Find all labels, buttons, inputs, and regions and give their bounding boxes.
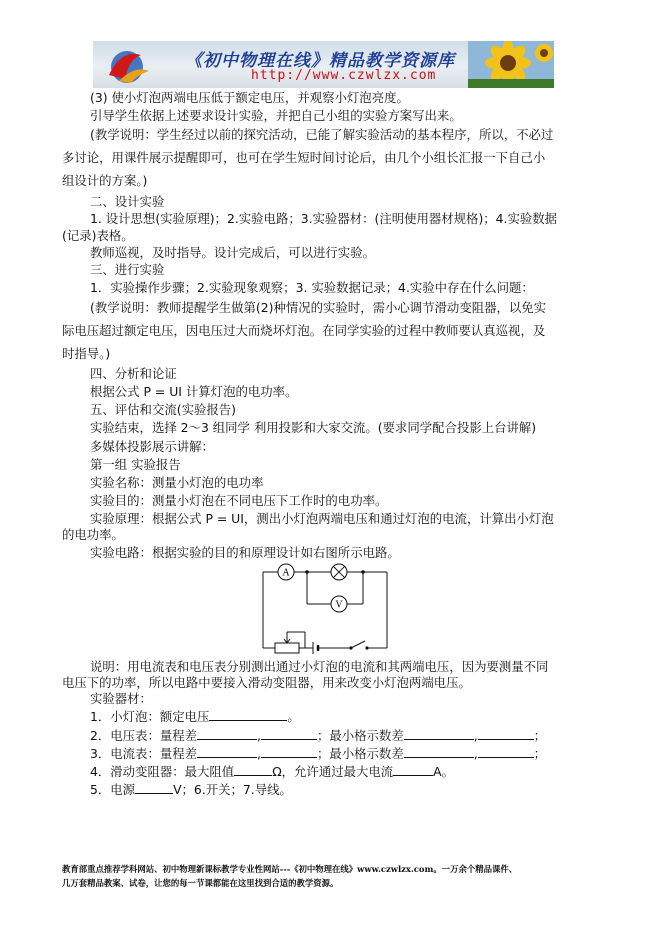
voltmeter-division-blank-2[interactable] — [478, 727, 534, 740]
sunflower-image — [468, 41, 554, 88]
banner-title: 《初中物理在线》精品教学资源库 — [185, 51, 455, 71]
lamp-icon — [331, 564, 347, 580]
text-line: 实验电路：根据实验的目的和原理设计如右图所示电路。 — [90, 545, 400, 560]
text-line: 1．实验操作步骤；2.实验现象观察；3. 实验数据记录；4.实验中存在什么问题： — [90, 280, 534, 295]
text-line: 1. 设计思想(实验原理)；2.实验电路；3.实验器材：(注明使用器材规格)；4.实验数据 — [90, 211, 558, 226]
ammeter-division-blank-2[interactable] — [478, 745, 534, 758]
section-heading: 五、评估和交流(实验报告) — [90, 402, 236, 417]
equipment-label: 4．滑动变阻器：最大阻值 — [90, 764, 235, 779]
text-line: 第一组 实验报告 — [90, 457, 181, 472]
equipment-item-bulb: 1．小灯泡：额定电压 。 — [90, 709, 300, 724]
equipment-label: 3．电流表：量程 — [90, 746, 185, 761]
equipment-label: 1．小灯泡：额定电压 — [90, 709, 210, 724]
text-line: (3) 使小灯泡两端电压低于额定电压，并观察小灯泡亮度。 — [90, 90, 409, 105]
text-line: 实验器材： — [90, 691, 152, 706]
max-current-blank[interactable] — [393, 763, 433, 776]
text-line: 际电压超过额定电压，因电压过大而烧坏灯泡。在同学实验的过程中教师要认真巡视，及 — [62, 323, 546, 338]
switch-pivot-icon — [349, 646, 352, 649]
text-line: 多媒体投影展示讲解： — [90, 439, 214, 454]
equipment-label: 5．电源 — [90, 782, 136, 797]
equipment-item-power: 5．电源 V；6.开关；7.导线。 — [90, 782, 292, 797]
text-line: 实验名称：测量小灯泡的电功率 — [90, 475, 264, 490]
max-resistance-blank[interactable] — [234, 763, 272, 776]
ammeter-icon — [278, 564, 294, 580]
text-line: 教师巡视，及时指导。设计完成后，可以进行实验。 — [90, 245, 375, 260]
voltmeter-division-blank-1[interactable] — [404, 727, 474, 740]
power-voltage-blank[interactable] — [135, 781, 173, 794]
footer-line-2: 几万套精品教案、试卷，让您的每一节课都能在这里找到合适的教学资源。 — [62, 878, 339, 888]
text-line: 时指导。) — [62, 346, 111, 361]
junction-dot-icon — [305, 570, 309, 574]
voltmeter-range-blank-2[interactable] — [261, 727, 317, 740]
switch-contact-icon — [365, 646, 368, 649]
voltmeter-range-blank-1[interactable] — [197, 727, 257, 740]
ammeter-division-blank-1[interactable] — [404, 745, 474, 758]
site-logo-icon — [101, 45, 153, 85]
voltmeter-icon — [331, 596, 347, 612]
svg-text:V: V — [335, 599, 343, 611]
text-line: 的电功率。 — [62, 527, 124, 542]
equipment-item-rheostat: 4．滑动变阻器：最大阻值 Ω，允许通过最大电流 A。 — [90, 764, 455, 779]
text-line: 电压下的功率，所以电路中要接入滑动变阻器，用来改变小灯泡两端电压。 — [62, 675, 471, 690]
equipment-item-voltmeter: 2．电压表：量程差 , ；最小格示数差 , ； — [90, 728, 547, 743]
text-line: 实验结束，选择 2～3 组同学 利用投影和大家交流。(要求同学配合投影上台讲解) — [90, 420, 537, 435]
text-line: 组设计的方案。) — [62, 173, 148, 188]
section-heading: 二、设计实验 — [90, 194, 165, 209]
svg-text:A: A — [282, 567, 290, 579]
text-line: 说明：用电流表和电压表分别测出通过小灯泡的电流和其两端电压，因为要测量不同 — [90, 659, 549, 674]
header-banner — [93, 41, 554, 88]
equipment-label: 2．电压表：量程 — [90, 728, 185, 743]
equipment-item-ammeter: 3．电流表：量程差 , ；最小格示数差 , ； — [90, 746, 547, 761]
text-line: 根据公式 P = UI 计算灯泡的电功率。 — [90, 384, 298, 399]
text-line: 多讨论，用课件展示提醒即可，也可在学生短时间讨论后，由几个小组长汇报一下自己小 — [62, 150, 546, 165]
text-line: (教学说明：教师提醒学生做第(2)种情况的实验时，需小心调节滑动变阻器，以免实 — [90, 300, 547, 315]
ammeter-range-blank-2[interactable] — [261, 745, 317, 758]
section-heading: 四、分析和论证 — [90, 366, 177, 381]
junction-dot-icon — [361, 570, 365, 574]
footer-line-1: 教育部重点推荐学科网站、初中物理新课标教学专业性网站---《初中物理在线》www.czwlzx.com。一万余个精品课件、 — [62, 864, 518, 874]
circuit-diagram — [255, 560, 395, 662]
section-heading: 三、进行实验 — [90, 262, 165, 277]
banner-url[interactable]: http://www.czwlzx.com — [251, 68, 437, 83]
ammeter-range-blank-1[interactable] — [197, 745, 257, 758]
text-line: 实验原理：根据公式 P = UI，测出小灯泡两端电压和通过灯泡的电流，计算出小灯泡 — [90, 511, 554, 526]
rated-voltage-blank[interactable] — [209, 708, 287, 721]
text-line: (教学说明：学生经过以前的探究活动，已能了解实验活动的基本程序，所以，不必过 — [90, 127, 554, 142]
text-line: 引导学生依据上述要求设计实验，并把自己小组的实验方案写出来。 — [90, 108, 462, 123]
text-line: (记录)表格。 — [62, 228, 134, 243]
text-line: 实验目的：测量小灯泡在不同电压下工作时的电功率。 — [90, 493, 388, 508]
